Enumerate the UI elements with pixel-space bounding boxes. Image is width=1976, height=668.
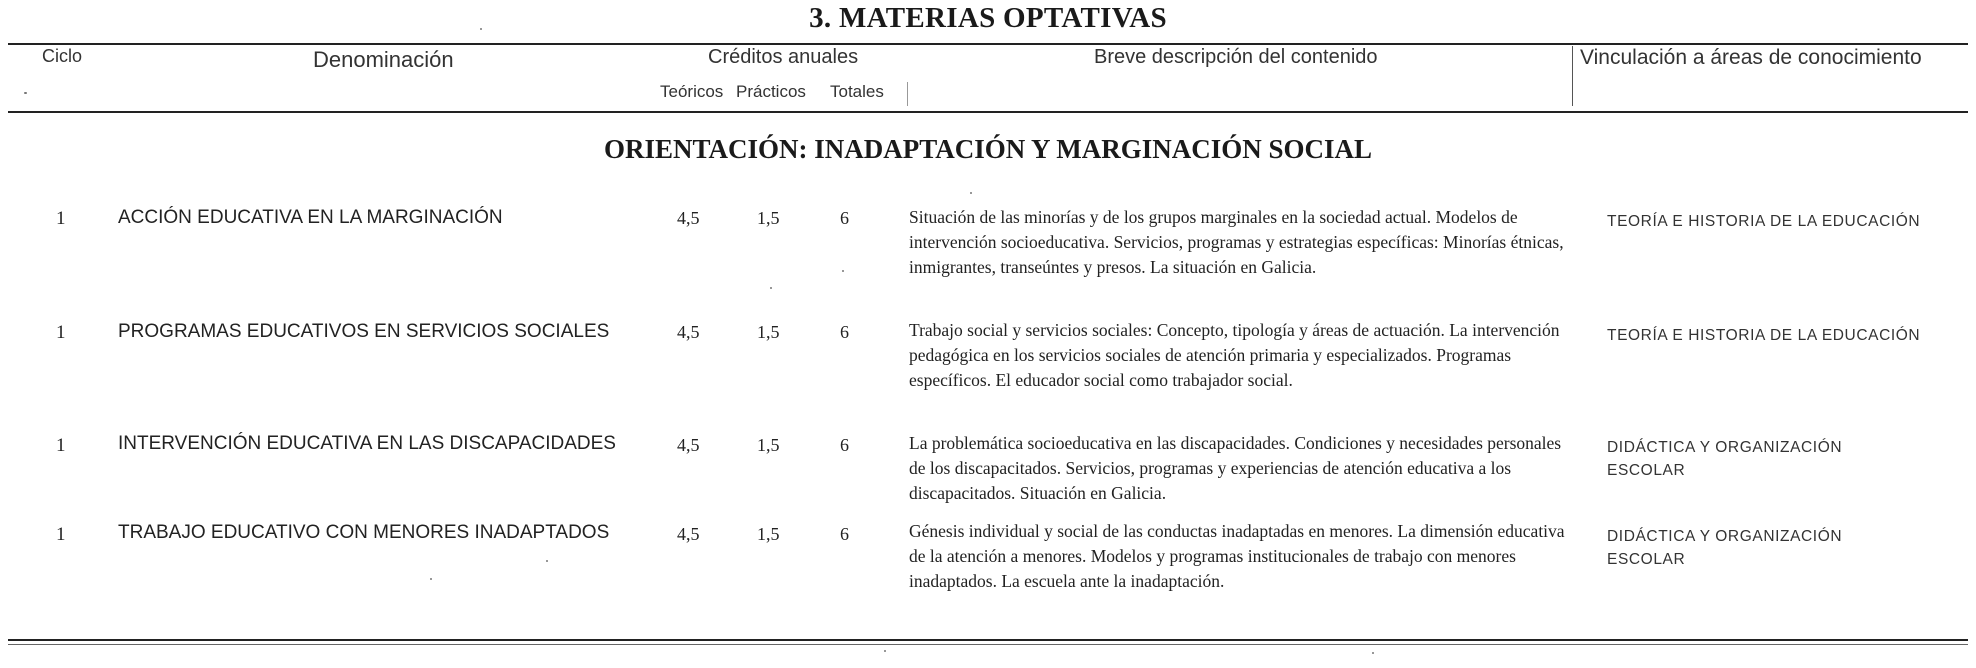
row-ciclo: 1 — [56, 322, 66, 343]
row-totales: 6 — [840, 524, 849, 544]
header-top-rule — [8, 43, 1968, 45]
scan-speck — [970, 192, 972, 194]
scan-speck — [884, 650, 886, 652]
page-title: 3. MATERIAS OPTATIVAS — [809, 2, 1167, 34]
col-header-descripcion: Breve descripción del contenido — [1094, 46, 1378, 68]
row-teoricos: 4,5 — [677, 208, 700, 228]
scan-speck — [480, 28, 482, 30]
scan-speck — [430, 578, 432, 580]
row-descripcion: Trabajo social y servicios sociales: Concepto, tipología y áreas de actuación. La intervención pedagógica en los servicios sociales de atención primaria y especializados. Programas específicos. El educador social como trabajador social. — [909, 320, 1560, 390]
row-vinculacion: DIDÁCTICA Y ORGANIZACIÓN ESCOLAR — [1607, 439, 1843, 479]
row-practicos: 1,5 — [757, 435, 780, 455]
row-denominacion: INTERVENCIÓN EDUCATIVA EN LAS DISCAPACIDADES — [118, 433, 616, 454]
row-denominacion: TRABAJO EDUCATIVO CON MENORES INADAPTADOS — [118, 522, 610, 543]
scan-speck — [770, 287, 772, 289]
col-header-creditos: Créditos anuales — [708, 46, 859, 68]
col-header-practicos: Prácticos — [736, 82, 806, 101]
col-header-denominacion: Denominación — [313, 47, 454, 72]
orientation-heading: ORIENTACIÓN: INADAPTACIÓN Y MARGINACIÓN SOCIAL — [603, 134, 1373, 164]
row-vinculacion: TEORÍA E HISTORIA DE LA EDUCACIÓN — [1607, 327, 1921, 344]
row-descripcion: La problemática socioeducativa en las discapacidades. Condiciones y necesidades personales de los discapacitados. Servicios, programas y experiencias de atención educativa a los discapacitados. Situación en Galicia. — [909, 433, 1562, 503]
row-ciclo: 1 — [56, 524, 66, 545]
row-ciclo: 1 — [56, 208, 66, 229]
row-teoricos: 4,5 — [677, 322, 700, 342]
row-practicos: 1,5 — [757, 208, 780, 228]
row-totales: 6 — [840, 208, 849, 228]
scan-speck — [546, 560, 548, 562]
footer-rule-thin — [8, 644, 1968, 645]
row-descripcion: Situación de las minorías y de los grupos marginales en la sociedad actual. Modelos de intervención socioeducativa. Servicios, programas y estrategias específicas: Minorías étnicas, inmigrantes, transeúntes y presos. La situación en Galicia. — [909, 207, 1564, 277]
scan-speck — [24, 92, 27, 94]
row-teoricos: 4,5 — [677, 524, 700, 544]
row-totales: 6 — [840, 322, 849, 342]
col-header-ciclo: Ciclo — [42, 46, 83, 66]
row-totales: 6 — [840, 435, 849, 455]
footer-rule — [8, 639, 1968, 641]
col-header-teoricos: Teóricos — [660, 82, 724, 101]
row-ciclo: 1 — [56, 435, 66, 456]
row-vinculacion: DIDÁCTICA Y ORGANIZACIÓN ESCOLAR — [1607, 528, 1843, 568]
scan-speck — [1372, 652, 1374, 654]
header-column-divider — [1572, 46, 1573, 106]
row-descripcion: Génesis individual y social de las conductas inadaptadas en menores. La dimensión educativa de la atención a menores. Modelos y programas institucionales de trabajo con menores inadaptados. La escuela ante la inadaptación. — [909, 521, 1565, 591]
header-column-divider-faint — [907, 82, 908, 106]
row-practicos: 1,5 — [757, 524, 780, 544]
row-denominacion: PROGRAMAS EDUCATIVOS EN SERVICIOS SOCIALES — [118, 321, 610, 342]
scan-speck — [842, 270, 844, 272]
row-practicos: 1,5 — [757, 322, 780, 342]
col-header-vinculacion: Vinculación a áreas de conocimiento — [1580, 46, 1922, 69]
row-teoricos: 4,5 — [677, 435, 700, 455]
header-bottom-rule — [8, 111, 1968, 113]
row-denominacion: ACCIÓN EDUCATIVA EN LA MARGINACIÓN — [118, 207, 503, 228]
col-header-totales: Totales — [830, 82, 884, 101]
row-vinculacion: TEORÍA E HISTORIA DE LA EDUCACIÓN — [1607, 213, 1921, 230]
